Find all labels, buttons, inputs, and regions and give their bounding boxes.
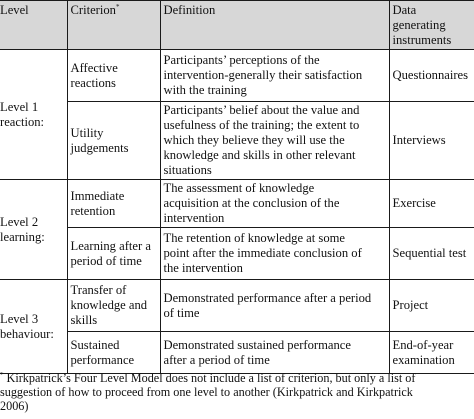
definition-line: Demonstrated sustained performance [163,337,351,352]
criterion-cell [67,228,160,280]
criterion-line: reactions [70,75,116,90]
definition-cell [160,332,389,374]
footnote-mark: * [0,370,4,379]
level-label: Level 3 [0,311,39,326]
definition-line: The retention of knowledge at some [163,231,346,245]
definition-cell [160,50,389,102]
criterion-line: Affective [70,60,118,75]
footnote [0,371,470,413]
criterion-line: Sustained [70,337,120,352]
definition-cell [160,102,389,180]
header-instruments [389,1,474,50]
level-category: reaction: [0,114,45,129]
definition-line: intervention-generally their satisfaction [163,68,363,82]
table-header-row [0,1,474,50]
definition-line: the intervention [163,261,243,275]
criterion-line: knowledge and [70,298,148,312]
definition-line: Demonstrated performance after a period [163,290,372,305]
header-instruments-line1: Data generating [392,3,446,32]
definition-line: point after the immediate conclusion of [163,246,362,260]
table-row [0,180,474,228]
instrument-cell [389,332,474,374]
criterion-line: retention [70,203,116,218]
definition-line: Participants’ belief about the value and [163,103,360,117]
instrument-line: examination [392,352,455,367]
header-level: Level [0,1,67,50]
definition-line: The assessment of knowledge [163,181,315,195]
header-criterion-text: Criterion [70,3,116,17]
instrument-cell [389,280,474,332]
instrument-line: Sequential test [392,246,467,260]
criterion-cell [67,280,160,332]
instrument-line: Questionnaires [392,68,469,82]
table-row [0,332,474,374]
level-cell [0,280,67,374]
level-label: Level 2 [0,214,39,229]
criterion-line: period of time [70,253,142,268]
criterion-line: Transfer of [70,283,127,297]
definition-cell [160,180,389,228]
table-row [0,228,474,280]
instrument-cell [389,228,474,280]
definition-line: situations [163,163,212,177]
definition-line: of time [163,305,200,320]
definition-line: acquisition at the conclusion of the [163,196,340,210]
level-cell [0,50,67,180]
criterion-line: performance [70,352,135,367]
criterion-line: Immediate [70,188,125,203]
criterion-line: Utility [70,125,104,140]
header-definition: Definition [160,1,389,50]
criterion-line: judgements [70,140,129,155]
level-label: Level 1 [0,99,39,114]
criterion-line: Learning after a [70,238,151,253]
definition-line: knowledge and skills in other relevant [163,148,356,162]
criterion-cell [67,102,160,180]
criterion-line: skills [70,313,98,327]
footnote-line2: suggestion of how to proceed from one level to another (Kirkpatrick and Kirkpatrick [0,385,413,399]
instrument-cell [389,180,474,228]
definition-line: usefulness of the training; the extent to [163,118,360,132]
definition-line: after a period of time [163,352,270,367]
header-criterion [67,1,160,50]
criterion-cell [67,50,160,102]
definition-cell [160,280,389,332]
header-instruments-line2: instruments [392,33,452,47]
header-criterion-footnote-mark: * [115,2,120,11]
definition-line: intervention [163,211,225,225]
level-category: behaviour: [0,326,54,341]
table-row [0,102,474,180]
definition-line: with the training [163,83,247,97]
definition-cell [160,228,389,280]
footnote-line3: 2006) [0,399,29,413]
definition-line: Participants’ perceptions of the [163,53,320,67]
instrument-line: End-of-year [392,337,454,352]
table-row [0,280,474,332]
level-cell [0,180,67,280]
instrument-line: Exercise [392,196,436,210]
criterion-cell [67,180,160,228]
definition-line: which they believe they will use the [163,133,345,147]
instrument-cell [389,102,474,180]
instrument-line: Project [392,298,429,312]
instrument-cell [389,50,474,102]
level-category: learning: [0,229,45,244]
criterion-cell [67,332,160,374]
footnote-line1: Kirkpatrick’s Four Level Model does not include a list of criterion, but only a list of [3,371,416,385]
instrument-line: Interviews [392,133,446,147]
table-row [0,50,474,102]
